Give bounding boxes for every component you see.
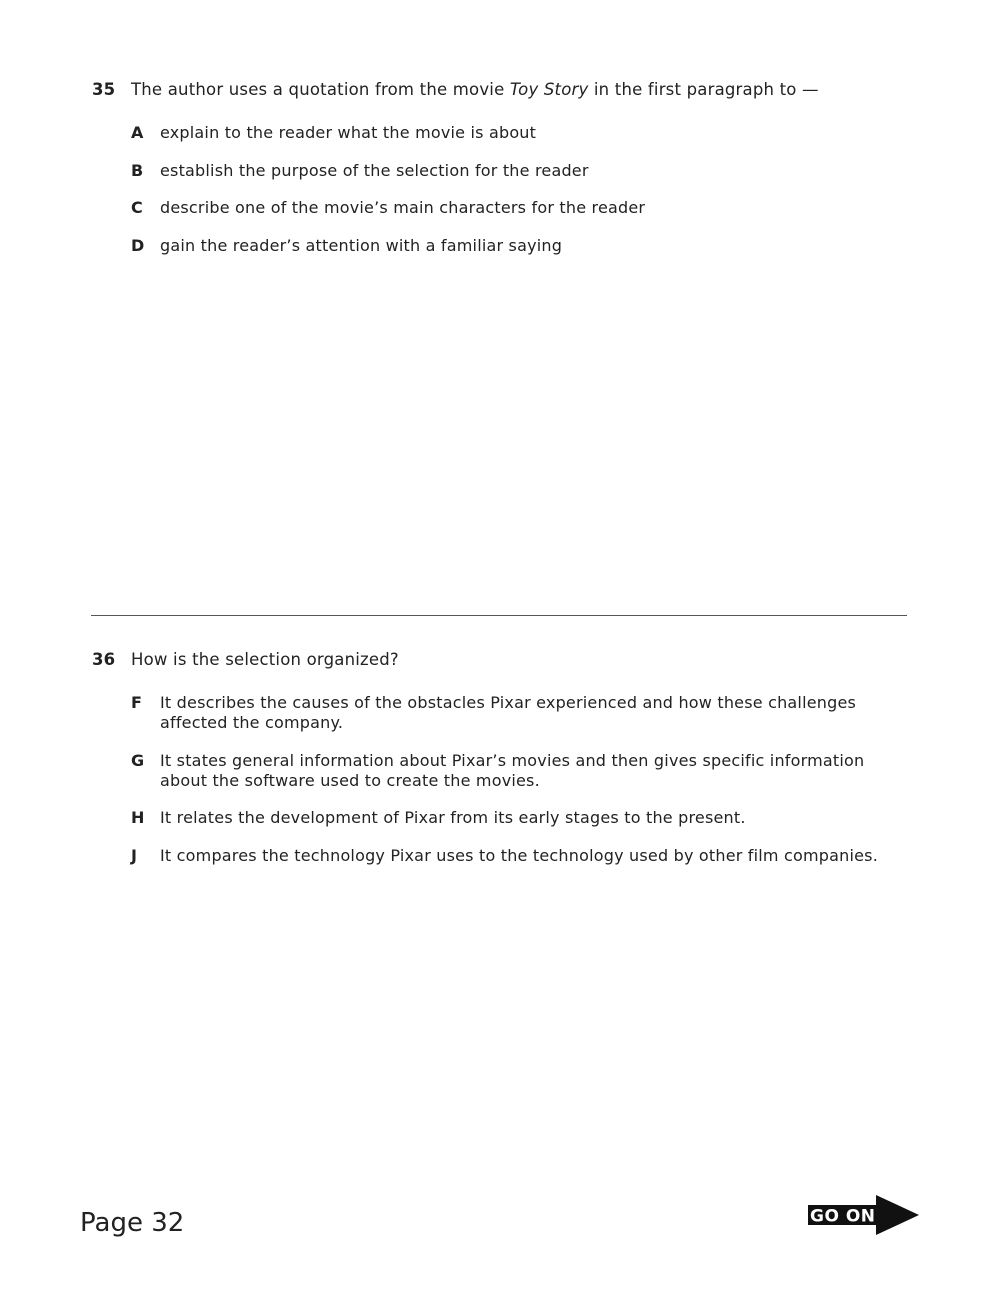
option-letter: H bbox=[131, 808, 145, 827]
stem-part-after: in the first paragraph to — bbox=[588, 80, 819, 99]
answer-option-a[interactable] bbox=[131, 123, 912, 143]
option-text: It describes the causes of the obstacles Pixar experienced and how these challenges affected the company. bbox=[160, 693, 857, 732]
option-text: describe one of the movie’s main characters for the reader bbox=[160, 198, 646, 217]
question-stem: How is the selection organized? bbox=[131, 650, 399, 669]
question-35-header bbox=[92, 79, 912, 101]
option-text: gain the reader’s attention with a familiar saying bbox=[160, 235, 563, 255]
answer-option-c[interactable] bbox=[131, 198, 912, 218]
go-on-label: GO ON bbox=[810, 1206, 876, 1227]
answer-options bbox=[131, 123, 912, 256]
answer-option-g[interactable] bbox=[131, 751, 912, 791]
answer-options bbox=[131, 693, 912, 866]
page-number: Page 32 bbox=[80, 1208, 185, 1238]
option-text: It states general information about Pixar’s movies and then gives specific information about the software used to create the movies. bbox=[160, 750, 865, 790]
option-text: explain to the reader what the movie is about bbox=[160, 123, 537, 142]
section-divider bbox=[91, 615, 907, 616]
question-36-header bbox=[92, 649, 912, 671]
answer-option-d[interactable] bbox=[131, 236, 912, 256]
question-number: 36 bbox=[92, 650, 116, 669]
stem-part-before: The author uses a quotation from the movie bbox=[131, 80, 510, 99]
question-35 bbox=[92, 79, 912, 273]
option-letter: A bbox=[131, 123, 144, 142]
option-letter: D bbox=[131, 235, 145, 255]
answer-option-f[interactable] bbox=[131, 693, 912, 733]
option-text: It relates the development of Pixar from its early stages to the present. bbox=[160, 808, 746, 827]
go-on-button[interactable] bbox=[806, 1193, 921, 1237]
question-stem bbox=[131, 79, 819, 101]
option-text: It compares the technology Pixar uses to the technology used by other film companies. bbox=[160, 845, 878, 865]
option-letter: B bbox=[131, 160, 144, 180]
question-36 bbox=[92, 649, 912, 883]
option-letter: J bbox=[131, 845, 138, 865]
question-number: 35 bbox=[92, 80, 116, 99]
stem-movie-title: Toy Story bbox=[509, 80, 589, 99]
option-letter: G bbox=[131, 750, 145, 770]
answer-option-j[interactable] bbox=[131, 846, 912, 866]
go-on-arrow-icon bbox=[806, 1193, 921, 1237]
option-letter: C bbox=[131, 198, 143, 217]
answer-option-h[interactable] bbox=[131, 808, 912, 828]
option-text: establish the purpose of the selection for the reader bbox=[160, 160, 589, 180]
option-letter: F bbox=[131, 693, 143, 712]
answer-option-b[interactable] bbox=[131, 161, 912, 181]
